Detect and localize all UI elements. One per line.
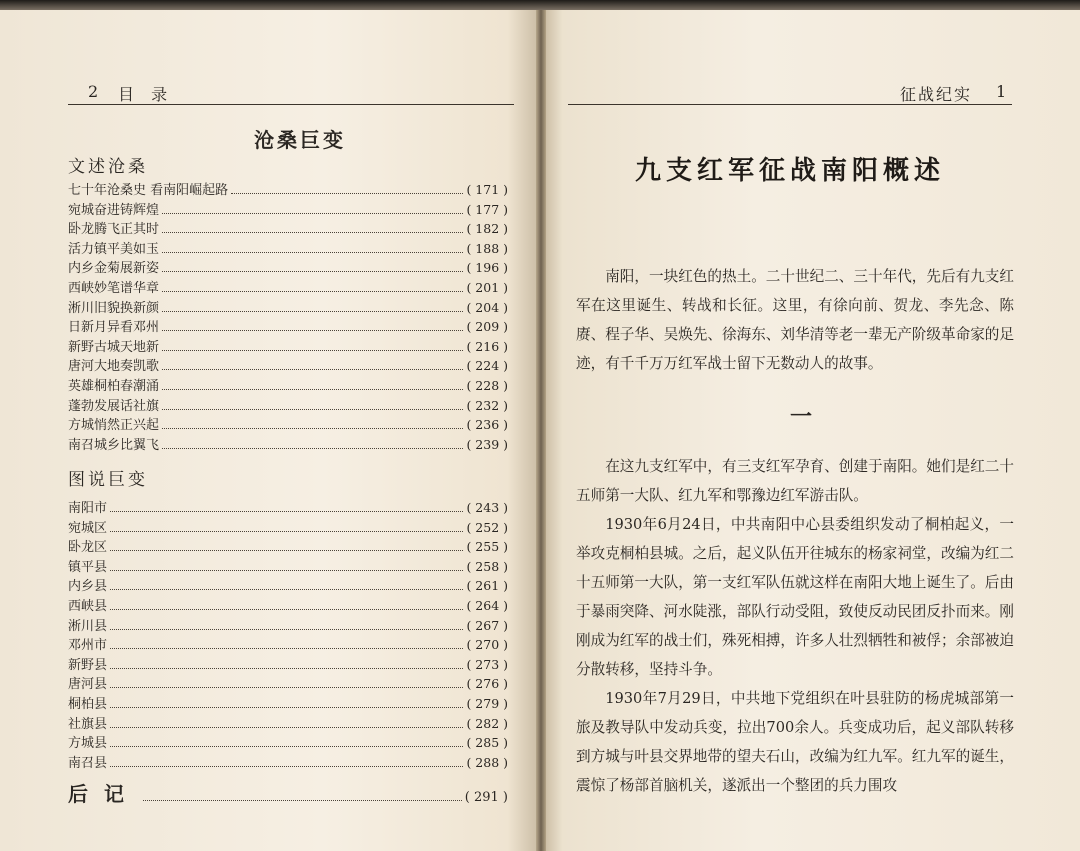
toc-entry-title: 卧龙腾飞正其时 xyxy=(68,222,160,238)
section-numeral: 一 xyxy=(790,404,813,430)
toc-entry-page: ( 239 ) xyxy=(466,436,508,452)
toc-leader xyxy=(110,531,463,532)
toc-entry-title: 蓬勃发展话社旗 xyxy=(68,398,160,414)
toc-entry-page: ( 252 ) xyxy=(466,519,508,535)
toc-entry-page: ( 282 ) xyxy=(466,715,508,731)
toc-entry-page: ( 204 ) xyxy=(466,299,508,315)
toc-entry-title: 新野县 xyxy=(68,657,108,673)
toc-entry[interactable] xyxy=(68,179,508,199)
toc-entry-title: 南召县 xyxy=(68,755,108,771)
toc-afterword-row[interactable] xyxy=(68,778,508,807)
toc-entry-title: 七十年沧桑史 看南阳崛起路 xyxy=(68,183,229,198)
toc-entry-title: 新野古城天地新 xyxy=(68,339,160,355)
toc-entry-page: ( 232 ) xyxy=(466,397,508,413)
right-running-head: 征战纪实 xyxy=(900,85,973,104)
toc-leader xyxy=(162,311,463,312)
toc-entry-page: ( 228 ) xyxy=(466,377,508,393)
toc-entry-page: ( 285 ) xyxy=(466,735,508,751)
toc-group2-title: 图说巨变 xyxy=(68,470,148,490)
toc-leader xyxy=(231,193,463,194)
toc-entry-title: 桐柏县 xyxy=(68,696,108,712)
toc-entry[interactable] xyxy=(68,316,508,336)
toc-leader xyxy=(110,668,463,669)
toc-entry-title: 社旗县 xyxy=(68,716,108,732)
toc-leader xyxy=(110,707,463,708)
body-paragraph-2: 1930年6月24日，中共南阳中心县委组织发动了桐柏起义，一举攻克桐柏县城。之后，起义队伍开往城东的杨家祠堂，改编为红二十五师第一大队，第一支红军队伍就这样在南阳大地上诞生了。后由于暴雨突降、河水陡涨，部队行动受阻，致使反动民团反扑而来。刚刚成为红军的战士们，殊死相搏，许多人壮烈牺牲和被俘；余部被迫分散转移，坚持斗争。 xyxy=(576,516,1014,678)
toc-entry[interactable] xyxy=(68,497,508,517)
toc-entry-page: ( 236 ) xyxy=(466,417,508,433)
toc-leader xyxy=(162,252,463,253)
toc-entry[interactable] xyxy=(68,634,508,654)
toc-entry-title: 宛城区 xyxy=(68,520,108,536)
toc-entry[interactable] xyxy=(68,654,508,674)
toc-entry[interactable] xyxy=(68,693,508,713)
toc-group2-list xyxy=(68,497,508,771)
toc-entry-page: ( 270 ) xyxy=(466,637,508,653)
toc-entry[interactable] xyxy=(68,713,508,733)
toc-leader xyxy=(110,589,463,590)
right-header-rule xyxy=(568,104,1012,105)
intro-paragraph: 南阳，一块红色的热土。二十世纪二、三十年代，先后有九支红军在这里诞生、转战和长征。这里，有徐向前、贺龙、李先念、陈赓、程子华、吴焕先、徐海东、刘华清等老一辈无产阶级革命家的足迹，有千千万万红军战士留下无数动人的故事。 xyxy=(576,268,1014,372)
toc-entry-page: ( 201 ) xyxy=(466,279,508,295)
toc-leader xyxy=(143,800,462,801)
toc-entry-page: ( 288 ) xyxy=(466,754,508,770)
toc-entry-page: ( 177 ) xyxy=(466,201,508,217)
body-paragraph-3: 1930年7月29日，中共地下党组织在叶县驻防的杨虎城部第一旅及教导队中发动兵变，拉出700余人。兵变成功后，起义部队转移到方城与叶县交界地带的望夫石山，改编为红九军。红九军的诞生，震惊了杨部首脑机关，遂派出一个整团的兵力围攻 xyxy=(576,690,1014,794)
toc-leader xyxy=(162,213,463,214)
toc-entry-title: 淅川县 xyxy=(68,618,108,634)
toc-leader xyxy=(162,409,463,410)
toc-entry-page: ( 279 ) xyxy=(466,695,508,711)
toc-entry-page: ( 224 ) xyxy=(466,358,508,374)
toc-section-title: 沧桑巨变 xyxy=(254,128,346,152)
toc-entry[interactable] xyxy=(68,218,508,238)
toc-leader xyxy=(110,511,463,512)
toc-group1-list xyxy=(68,179,508,453)
toc-leader xyxy=(110,648,463,649)
toc-entry-page: ( 267 ) xyxy=(466,617,508,633)
toc-leader xyxy=(162,291,463,292)
toc-entry-title: 西峡县 xyxy=(68,598,108,614)
toc-entry-title: 日新月异看邓州 xyxy=(68,320,160,336)
toc-entry[interactable] xyxy=(68,414,508,434)
toc-entry-page: ( 255 ) xyxy=(466,539,508,555)
toc-entry[interactable] xyxy=(68,673,508,693)
toc-entry-page: ( 188 ) xyxy=(466,240,508,256)
toc-entry[interactable] xyxy=(68,536,508,556)
toc-entry[interactable] xyxy=(68,257,508,277)
toc-entry[interactable] xyxy=(68,395,508,415)
toc-leader xyxy=(110,629,463,630)
toc-entry-title: 淅川旧貌换新颜 xyxy=(68,300,160,316)
toc-entry[interactable] xyxy=(68,297,508,317)
toc-entry-page: ( 216 ) xyxy=(466,338,508,354)
toc-entry-title: 南阳市 xyxy=(68,501,108,516)
toc-entry[interactable] xyxy=(68,752,508,772)
toc-leader xyxy=(162,350,463,351)
toc-entry-page: ( 261 ) xyxy=(466,578,508,594)
toc-entry-title: 西峡妙笔谱华章 xyxy=(68,280,160,296)
top-edge-shadow xyxy=(0,0,1080,10)
toc-entry-title: 方城悄然正兴起 xyxy=(68,418,160,434)
right-page-number: 1 xyxy=(996,82,1008,101)
toc-entry-page: ( 243 ) xyxy=(466,500,508,515)
toc-entry-page: ( 273 ) xyxy=(466,656,508,672)
toc-leader xyxy=(110,727,463,728)
toc-entry[interactable] xyxy=(68,277,508,297)
toc-entry-page: ( 182 ) xyxy=(466,221,508,237)
toc-entry-page: ( 196 ) xyxy=(466,260,508,276)
toc-leader xyxy=(162,330,463,331)
toc-leader xyxy=(110,687,463,688)
toc-entry-title: 内乡县 xyxy=(68,579,108,595)
toc-entry-page: ( 171 ) xyxy=(466,182,508,197)
chapter-title: 九支红军征战南阳概述 xyxy=(634,156,945,186)
toc-leader xyxy=(110,746,463,747)
toc-entry[interactable] xyxy=(68,355,508,375)
toc-entry-page: ( 258 ) xyxy=(466,558,508,574)
toc-entry-title: 唐河县 xyxy=(68,677,108,693)
toc-leader xyxy=(110,550,463,551)
toc-entry-title: 邓州市 xyxy=(68,638,108,654)
toc-entry[interactable] xyxy=(68,575,508,595)
toc-entry[interactable] xyxy=(68,556,508,576)
toc-leader xyxy=(110,570,463,571)
toc-leader xyxy=(162,271,463,272)
toc-entry[interactable] xyxy=(68,434,508,454)
toc-afterword-page: ( 291 ) xyxy=(464,790,508,805)
toc-entry-title: 方城县 xyxy=(68,736,108,752)
toc-entry[interactable] xyxy=(68,732,508,752)
toc-entry[interactable] xyxy=(68,375,508,395)
toc-afterword-title: 后记 xyxy=(68,782,140,806)
toc-entry-page: ( 264 ) xyxy=(466,597,508,613)
toc-leader xyxy=(162,369,463,370)
toc-entry-title: 宛城奋进铸辉煌 xyxy=(68,202,160,218)
left-running-head: 目 录 xyxy=(118,85,174,104)
toc-entry-page: ( 209 ) xyxy=(466,319,508,335)
book-gutter xyxy=(536,6,546,851)
toc-entry[interactable] xyxy=(68,615,508,635)
toc-leader xyxy=(110,609,463,610)
left-header-rule xyxy=(68,104,514,105)
toc-entry-title: 南召城乡比翼飞 xyxy=(68,437,160,453)
toc-entry[interactable] xyxy=(68,199,508,219)
toc-leader xyxy=(162,428,463,429)
toc-entry-title: 卧龙区 xyxy=(68,540,108,556)
toc-entry-title: 英雄桐柏春潮涌 xyxy=(68,378,160,394)
toc-entry[interactable] xyxy=(68,238,508,258)
toc-leader xyxy=(162,448,463,449)
toc-entry-page: ( 276 ) xyxy=(466,676,508,692)
toc-entry[interactable] xyxy=(68,595,508,615)
toc-entry-title: 内乡金菊展新姿 xyxy=(68,261,160,277)
toc-leader xyxy=(162,389,463,390)
toc-entry[interactable] xyxy=(68,336,508,356)
toc-leader xyxy=(162,232,463,233)
toc-entry-title: 唐河大地奏凯歌 xyxy=(68,359,160,375)
body-paragraph-1: 在这九支红军中，有三支红军孕育、创建于南阳。她们是红二十五师第一大队、红九军和鄂豫边红军游击队。 xyxy=(576,458,1014,504)
toc-entry[interactable] xyxy=(68,517,508,537)
toc-entry-title: 活力镇平美如玉 xyxy=(68,241,160,257)
left-page-number: 2 xyxy=(88,82,100,101)
toc-group1-title: 文述沧桑 xyxy=(68,157,148,177)
toc-entry-title: 镇平县 xyxy=(68,559,108,575)
toc-leader xyxy=(110,766,463,767)
